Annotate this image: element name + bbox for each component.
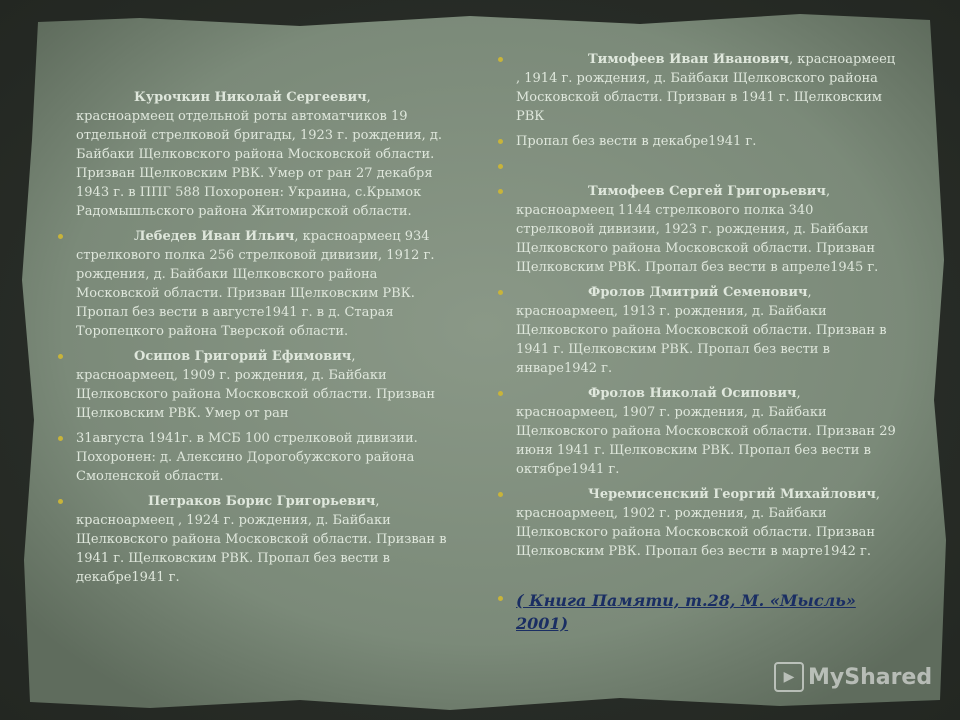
entry-name: Петраков Борис Григорьевич (148, 494, 376, 509)
entry-name: Фролов Николай Осипович (588, 386, 797, 401)
entry-frolov-dmitry (498, 283, 896, 378)
entry-text: , красноармеец 1144 стрелкового полка 340 стрелковой дивизии, 1923 г. рождения, д. Байбаки Щелковского района Московской области. Призван Щелковским РВК. Пропал без вести в апреле1945 г. (516, 184, 879, 275)
source-link[interactable]: ( Книга Памяти, т.28, М. «Мысль» 2001) (516, 591, 856, 633)
entry-osipov-cont (58, 429, 450, 486)
entry-kurochkin (58, 88, 450, 221)
entry-osipov (58, 347, 450, 423)
entry-text: , красноармеец, 1902 г. рождения, д. Байбаки Щелковского района Московской области. Призван Щелковским РВК. Пропал без вести в марте1942 г. (516, 487, 881, 559)
watermark-text: MyShared (808, 664, 933, 690)
entry-cheremisensky (498, 485, 896, 561)
entry-lebedev (58, 227, 450, 341)
watermark (774, 662, 932, 692)
entry-timofeev-ivan-cont (498, 132, 896, 151)
entry-text: , красноармеец , 1924 г. рождения, д. Байбаки Щелковского района Московской области. Призван в 1941 г. Щелковским РВК. Пропал без вести в декабре1941 г. (76, 494, 447, 585)
entry-name: Фролов Дмитрий Семенович (588, 285, 808, 300)
entry-text: , красноармеец отдельной роты автоматчиков 19 отдельной стрелковой бригады, 1923 г. рождения, д. Байбаки Щелковского района Московской области. Призван Щелковским РВК. Умер от ран 27 декабря 1943 г. в ППГ 588 Похоронен: Украина, с.Крымок Радомышльского района Житомирской области. (76, 90, 442, 219)
entry-text: Пропал без вести в декабре1941 г. (516, 134, 757, 149)
entry-name: Тимофеев Иван Иванович (588, 52, 789, 67)
entry-text: , красноармеец , 1914 г. рождения, д. Байбаки Щелковского района Московской области. Призван в 1941 г. Щелковским РВК (516, 52, 896, 124)
entry-timofeev-sergey (498, 182, 896, 277)
entry-name: Тимофеев Сергей Григорьевич (588, 184, 826, 199)
entry-name: Лебедев Иван Ильич (134, 229, 295, 244)
entry-timofeev-ivan (498, 50, 896, 126)
entry-text: , красноармеец, 1907 г. рождения, д. Байбаки Щелковского района Московской области. Призван 29 июня 1941 г. Щелковским РВК. Пропал без вести в октябре1941 г. (516, 386, 896, 477)
entry-text: , красноармеец, 1913 г. рождения, д. Байбаки Щелковского района Московской области. Призван в 1941 г. Щелковским РВК. Пропал без вести в январе1942 г. (516, 285, 887, 376)
entry-empty (498, 157, 896, 176)
left-column (58, 88, 450, 593)
play-icon: ▶ (774, 662, 804, 692)
right-column (498, 50, 896, 641)
entry-text: , красноармеец 934 стрелкового полка 256 стрелковой дивизии, 1912 г. рождения, д. Байбаки Щелковского района Московской области. Призван Щелковским РВК. Пропал без вести в августе1941 г. в д. Старая Торопецкого района Тверской области. (76, 229, 435, 339)
entry-name: Черемисенский Георгий Михайлович (588, 487, 876, 502)
entry-name: Осипов Григорий Ефимович (134, 349, 352, 364)
entry-text: 31августа 1941г. в МСБ 100 стрелковой дивизии. Похоронен: д. Алексино Дорогобужского района Смоленской области. (76, 431, 418, 484)
entry-source (498, 589, 896, 635)
entry-name: Курочкин Николай Сергеевич (134, 90, 367, 105)
entry-petrakov (58, 492, 450, 587)
entry-text: , красноармеец, 1909 г. рождения, д. Байбаки Щелковского района Московской области. Призван Щелковским РВК. Умер от ран (76, 349, 436, 421)
entry-frolov-nikolay (498, 384, 896, 479)
